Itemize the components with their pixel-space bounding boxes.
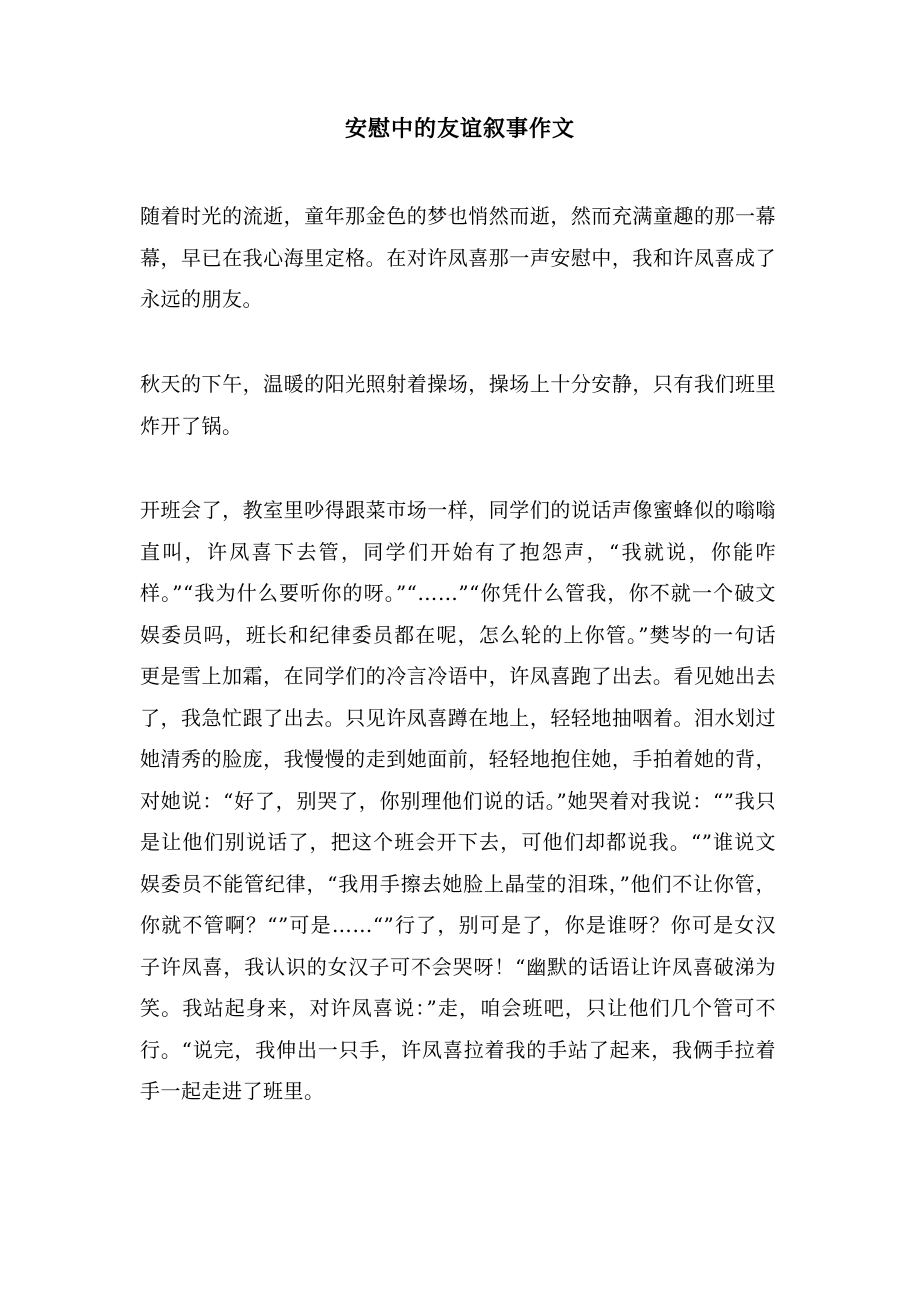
paragraph-2: 秋天的下午，温暖的阳光照射着操场，操场上十分安静，只有我们班里炸开了锅。 bbox=[140, 372, 776, 438]
paragraph-1: 随着时光的流逝，童年那金色的梦也悄然而逝，然而充满童趣的那一幕幕，早已在我心海里定格。在对许凤喜那一声安慰中，我和许凤喜成了永远的朋友。 bbox=[140, 204, 776, 311]
document-title: 安慰中的友谊叙事作文 bbox=[344, 116, 575, 142]
paragraph-3: 开班会了，教室里吵得跟菜市场一样，同学们的说话声像蜜蜂似的嗡嗡直叫，许凤喜下去管，同学们开始有了抱怨声，“我就说，你能咋样。”“我为什么要听你的呀。”“……”“你凭什么管我，你不就一个破文娱委员吗，班长和纪律委员都在呢，怎么轮的上你管。”樊岑的一句话更是雪上加霜，在同学们的冷言冷语中，许凤喜跑了出去。看见她出去了，我急忙跟了出去。只见许凤喜蹲在地上，轻轻地抽咽着。泪水划过她清秀的脸庞，我慢慢的走到她面前，轻轻地抱住她，手拍着她的背，对她说：“好了，别哭了，你别理他们说的话。”她哭着对我说：“”我只是让他们别说话了，把这个班会开下去，可他们却都说我。“”谁说文娱委员不能管纪律，“我用手擦去她脸上晶莹的泪珠，”他们不让你管，你就不管啊？“”可是……“”行了，别可是了，你是谁呀？你可是女汉子许凤喜，我认识的女汉子可不会哭呀！“幽默的话语让许凤喜破涕为笑。我站起身来，对许凤喜说：”走，咱会班吧，只让他们几个管可不行。“说完，我伸出一只手，许凤喜拉着我的手站了起来，我俩手拉着手一起走进了班里。 bbox=[140, 498, 776, 1103]
